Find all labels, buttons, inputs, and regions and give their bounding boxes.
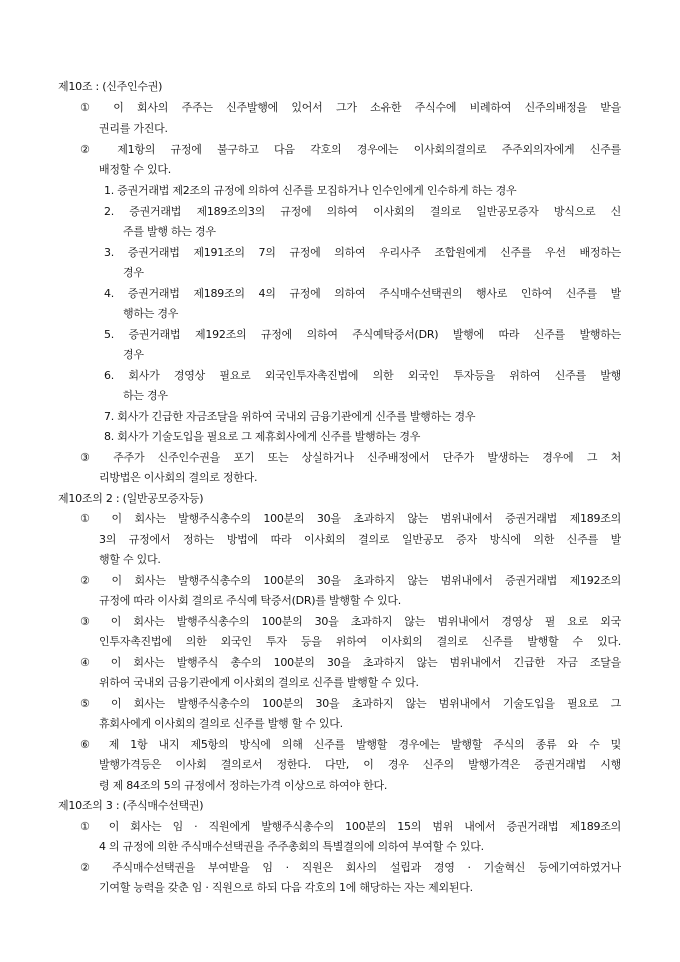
paragraph-line: ③ 이 회사는 발행주식총수의 100분의 30을 초과하지 않는 범위내에서 경영상 필 요로 외국 — [80, 615, 621, 628]
paragraph-line: 휴회사에게 이사회의 결의로 신주를 발행 할 수 있다. — [99, 717, 343, 730]
paragraph-line: ① 이 회사는 임 · 직원에게 발행주식총수의 100분의 15의 범위 내에서 증권거래법 제189조의 — [80, 820, 621, 833]
article-heading: 제10조의 2 : (일반공모증자등) — [58, 492, 204, 505]
list-item-line: 행하는 경우 — [123, 307, 179, 320]
paragraph-line: ① 이 회사의 주주는 신주발행에 있어서 그가 소유한 주식수에 비례하여 신주의배정을 받을 — [80, 101, 621, 114]
list-item-line: 6. 회사가 경영상 필요로 외국인투자촉진법에 의한 외국인 투자등을 위하여 신주를 발행 — [104, 369, 621, 382]
list-item-line: 하는 경우 — [123, 389, 168, 402]
paragraph-line: 위하여 국내외 금융기관에게 이사회의 결의로 신주를 발행할 수 있다. — [99, 676, 419, 689]
paragraph-line: ② 이 회사는 발행주식총수의 100분의 30을 초과하지 않는 범위내에서 증권거래법 제192조의 — [80, 574, 621, 587]
paragraph-line: 3의 규정에서 정하는 방법에 따라 이사회의 결의로 일반공모 증자 방식에 의한 신주를 발 — [99, 533, 621, 546]
paragraph-line: 4 의 규정에 의한 주식매수선택권을 주주총회의 특별결의에 의하여 부여할 수 있다. — [99, 840, 484, 853]
paragraph-line: 령 제 84조의 5의 규정에서 정하는가격 이상으로 하여야 한다. — [99, 779, 388, 792]
list-item-line: 5. 증권거래법 제192조의 규정에 의하여 주식예탁증서(DR) 발행에 따라 신주를 발행하는 — [104, 328, 621, 341]
paragraph-line: ⑥ 제 1항 내지 제5항의 방식에 의해 신주를 발행할 경우에는 발행할 주식의 종류 와 수 및 — [80, 738, 621, 751]
paragraph-line: 기여할 능력을 갖춘 임 · 직원으로 하되 다음 각호의 1에 해당하는 자는 제외된다. — [99, 881, 473, 894]
list-item-line: 경우 — [123, 266, 144, 279]
paragraph-line: 행할 수 있다. — [99, 553, 161, 566]
article-heading: 제10조 : (신주인수권) — [58, 80, 163, 93]
paragraph-line: ② 주식매수선택권을 부여받을 임 · 직원은 회사의 설립과 경영 · 기술혁신 등에기여하였거나 — [80, 861, 621, 874]
list-item-line: 2. 증권거래법 제189조의3의 규정에 의하여 이사회의 결의로 일반공모증자 방식으로 신 — [104, 205, 621, 218]
list-item-line: 경우 — [123, 348, 144, 361]
paragraph-line: 인투자촉진법에 의한 외국인 투자 등을 위하여 이사회의 결의로 신주를 발행할 수 있다. — [99, 635, 621, 648]
paragraph-line: 규정에 따라 이사회 결의로 주식예 탁증서(DR)를 발행할 수 있다. — [99, 594, 401, 607]
article-heading: 제10조의 3 : (주식매수선택권) — [58, 799, 204, 812]
paragraph-line: 발행가격등은 이사회 결의로서 정한다. 다만, 이 경우 신주의 발행가격은 증권거래법 시행 — [99, 758, 621, 771]
paragraph-line: ② 제1항의 규정에 불구하고 다음 각호의 경우에는 이사회의결의로 주주외의자에게 신주를 — [80, 143, 621, 156]
paragraph-line: ③ 주주가 신주인수권을 포기 또는 상실하거나 신주배정에서 단주가 발생하는 경우에 그 처 — [80, 451, 621, 464]
paragraph-line: 권리를 가진다. — [99, 122, 168, 135]
paragraph-line: 배정할 수 있다. — [99, 163, 171, 176]
list-item-line: 주를 발행 하는 경우 — [123, 225, 216, 238]
list-item-line: 7. 회사가 긴급한 자금조달을 위하여 국내외 금융기관에게 신주를 발행하는 경우 — [104, 410, 476, 423]
list-item-line: 8. 회사가 기술도입을 필요로 그 제휴회사에게 신주를 발행하는 경우 — [104, 430, 421, 443]
list-item-line: 3. 증권거래법 제191조의 7의 규정에 의하여 우리사주 조합원에게 신주를 우선 배정하는 — [104, 246, 621, 259]
paragraph-line: 리방법은 이사회의 결의로 정한다. — [99, 471, 258, 484]
paragraph-line: ⑤ 이 회사는 발행주식총수의 100분의 30을 초과하지 않는 범위내에서 기술도입을 필요로 그 — [80, 697, 621, 710]
paragraph-line: ① 이 회사는 발행주식총수의 100분의 30을 초과하지 않는 범위내에서 증권거래법 제189조의 — [80, 512, 621, 525]
list-item-line: 4. 증권거래법 제189조의 4의 규정에 의하여 주식매수선택권의 행사로 인하여 신주를 발 — [104, 287, 621, 300]
paragraph-line: ④ 이 회사는 발행주식 총수의 100분의 30을 초과하지 않는 범위내에서 긴급한 자금 조달을 — [80, 656, 621, 669]
list-item-line: 1. 증권거래법 제2조의 규정에 의하여 신주를 모집하거나 인수인에게 인수하게 하는 경우 — [104, 184, 517, 197]
